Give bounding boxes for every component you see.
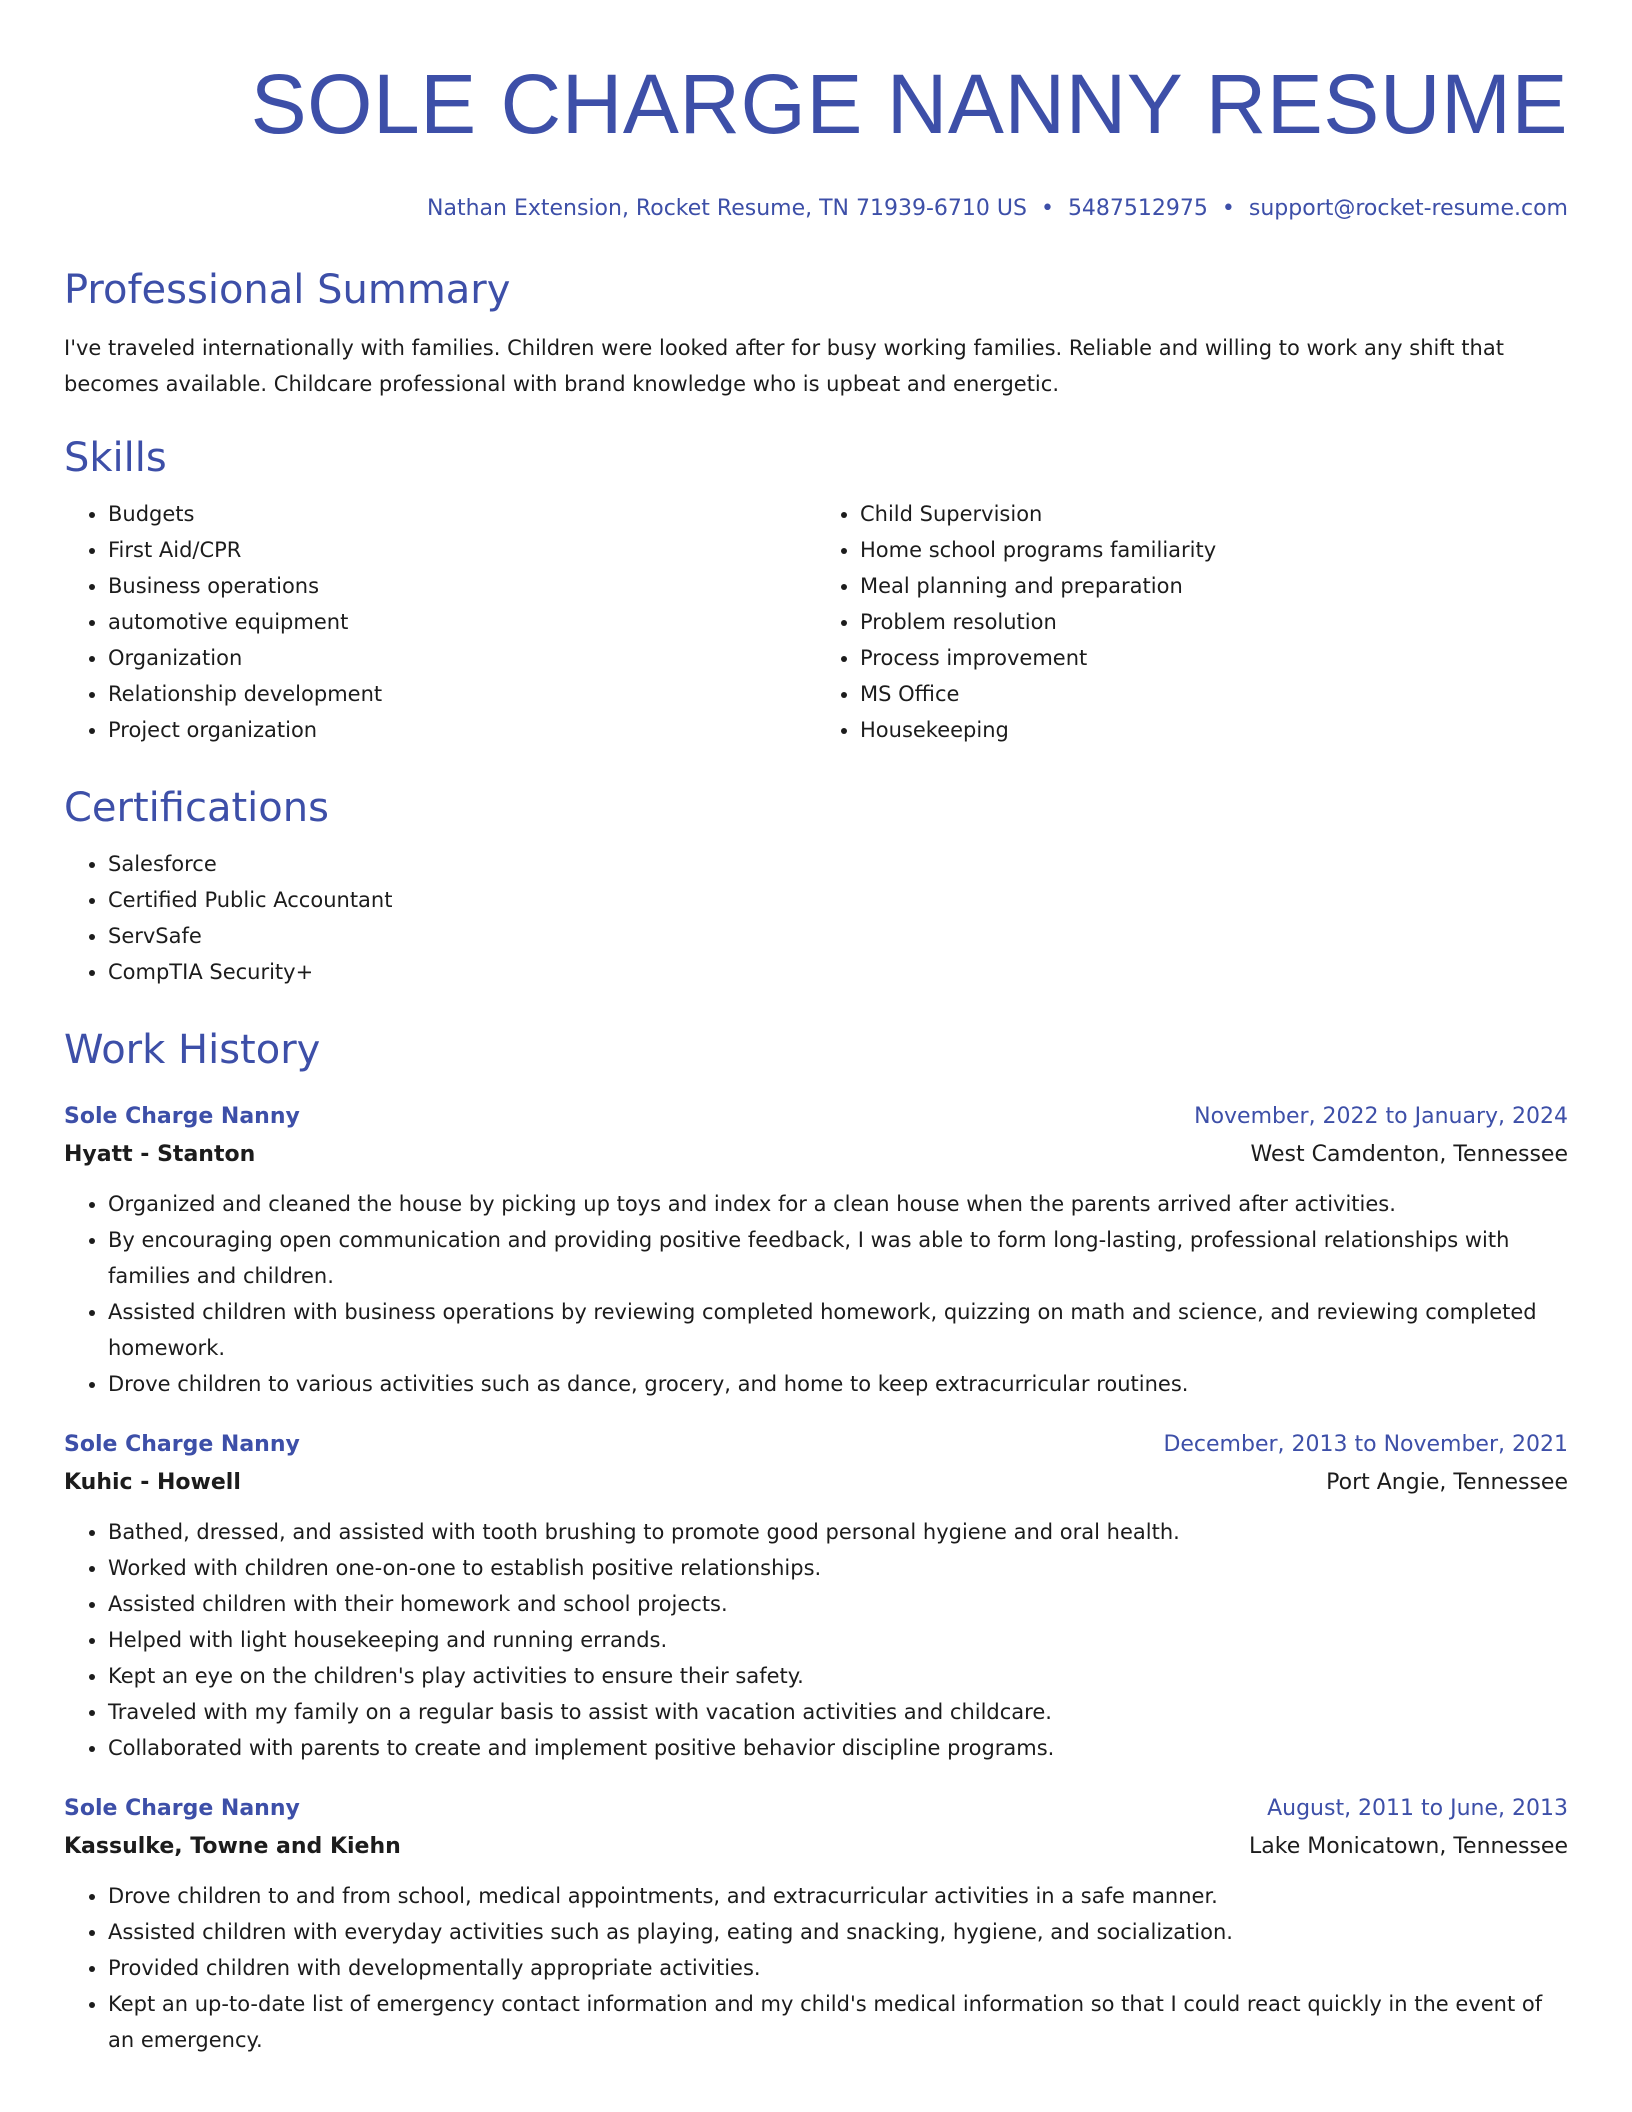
- certifications-list: [64, 846, 1568, 990]
- skill-item: • Meal planning and preparation: [860, 568, 1568, 604]
- skills-heading: Skills: [64, 435, 167, 481]
- job-location: Lake Monicatown, Tennessee: [1249, 1834, 1568, 1859]
- resume-title: SOLE CHARGE NANNY RESUME: [250, 57, 1568, 151]
- job-title: Sole Charge Nanny: [64, 1104, 300, 1129]
- job-bullets: [64, 1514, 1568, 1766]
- skills-columns: [64, 496, 1568, 748]
- skill-item: • Project organization: [108, 712, 816, 748]
- skills-right-list: [816, 496, 1568, 748]
- job-bullet: • Worked with children one-on-one to establish positive relationships.: [108, 1550, 1568, 1586]
- skill-item: • Child Supervision: [860, 496, 1568, 532]
- job-company: Kuhic - Howell: [64, 1470, 241, 1495]
- job-bullet: • By encouraging open communication and providing positive feedback, I was able to form long-lasting, professional relationships with families and children.: [108, 1222, 1568, 1294]
- job-bullet: • Bathed, dressed, and assisted with tooth brushing to promote good personal hygiene and oral health.: [108, 1514, 1568, 1550]
- skill-item: • MS Office: [860, 676, 1568, 712]
- certification-item: • CompTIA Security+: [108, 954, 1568, 990]
- job-bullet: • Kept an up-to-date list of emergency contact information and my child's medical information so that I could react quickly in the event of an emergency.: [108, 1986, 1568, 2058]
- job-entry: [64, 1098, 1568, 1402]
- contact-address: Nathan Extension, Rocket Resume, TN 71939-6710 US: [427, 196, 1027, 221]
- skill-item: • Relationship development: [108, 676, 816, 712]
- job-bullet: • Traveled with my family on a regular basis to assist with vacation activities and childcare.: [108, 1694, 1568, 1730]
- job-company: Kassulke, Towne and Kiehn: [64, 1834, 401, 1859]
- job-entry: [64, 1790, 1568, 2058]
- contact-line: [64, 194, 1568, 224]
- skills-left-list: [64, 496, 816, 748]
- job-bullet: • Kept an eye on the children's play activities to ensure their safety.: [108, 1658, 1568, 1694]
- certification-item: • ServSafe: [108, 918, 1568, 954]
- skill-item: • First Aid/CPR: [108, 532, 816, 568]
- contact-separator: •: [1221, 196, 1235, 221]
- contact-separator: •: [1040, 196, 1054, 221]
- job-title: Sole Charge Nanny: [64, 1796, 300, 1821]
- skill-item: • Problem resolution: [860, 604, 1568, 640]
- job-dates: November, 2022 to January, 2024: [1194, 1104, 1568, 1129]
- skill-item: • Business operations: [108, 568, 816, 604]
- skill-item: • automotive equipment: [108, 604, 816, 640]
- resume-page: [64, 0, 1568, 2058]
- job-entry: [64, 1426, 1568, 1766]
- contact-email: support@rocket-resume.com: [1248, 196, 1568, 221]
- skill-item: • Housekeeping: [860, 712, 1568, 748]
- job-bullet: • Drove children to and from school, medical appointments, and extracurricular activities in a safe manner.: [108, 1878, 1568, 1914]
- job-bullet: • Assisted children with everyday activities such as playing, eating and snacking, hygiene, and socialization.: [108, 1914, 1568, 1950]
- job-bullet: • Helped with light housekeeping and running errands.: [108, 1622, 1568, 1658]
- job-bullets: [64, 1186, 1568, 1402]
- certifications-heading: Certifications: [64, 785, 329, 831]
- skill-item: • Budgets: [108, 496, 816, 532]
- job-bullet: • Collaborated with parents to create and implement positive behavior discipline programs.: [108, 1730, 1568, 1766]
- job-title: Sole Charge Nanny: [64, 1432, 300, 1457]
- work-history-heading: Work History: [64, 1027, 321, 1073]
- job-dates: December, 2013 to November, 2021: [1163, 1432, 1568, 1457]
- contact-phone: 5487512975: [1067, 196, 1208, 221]
- certification-item: • Salesforce: [108, 846, 1568, 882]
- skill-item: • Process improvement: [860, 640, 1568, 676]
- job-dates: August, 2011 to June, 2013: [1267, 1796, 1568, 1821]
- job-location: West Camdenton, Tennessee: [1250, 1142, 1568, 1167]
- skill-item: • Home school programs familiarity: [860, 532, 1568, 568]
- job-bullet: • Assisted children with business operations by reviewing completed homework, quizzing on math and science, and reviewing completed homework.: [108, 1294, 1568, 1366]
- job-bullet: • Drove children to various activities such as dance, grocery, and home to keep extracurricular routines.: [108, 1366, 1568, 1402]
- job-location: Port Angie, Tennessee: [1326, 1470, 1568, 1495]
- summary-heading: Professional Summary: [64, 267, 511, 313]
- skill-item: • Organization: [108, 640, 816, 676]
- job-bullet: • Assisted children with their homework and school projects.: [108, 1586, 1568, 1622]
- job-bullet: • Provided children with developmentally appropriate activities.: [108, 1950, 1568, 1986]
- certification-item: • Certified Public Accountant: [108, 882, 1568, 918]
- summary-text: I've traveled internationally with families. Children were looked after for busy working families. Reliable and willing to work any shift that becomes available. Childcare professional with brand knowledge who is upbeat and energetic.: [64, 336, 1504, 396]
- job-bullet: • Organized and cleaned the house by picking up toys and index for a clean house when the parents arrived after activities.: [108, 1186, 1568, 1222]
- job-bullets: [64, 1878, 1568, 2058]
- job-company: Hyatt - Stanton: [64, 1142, 256, 1167]
